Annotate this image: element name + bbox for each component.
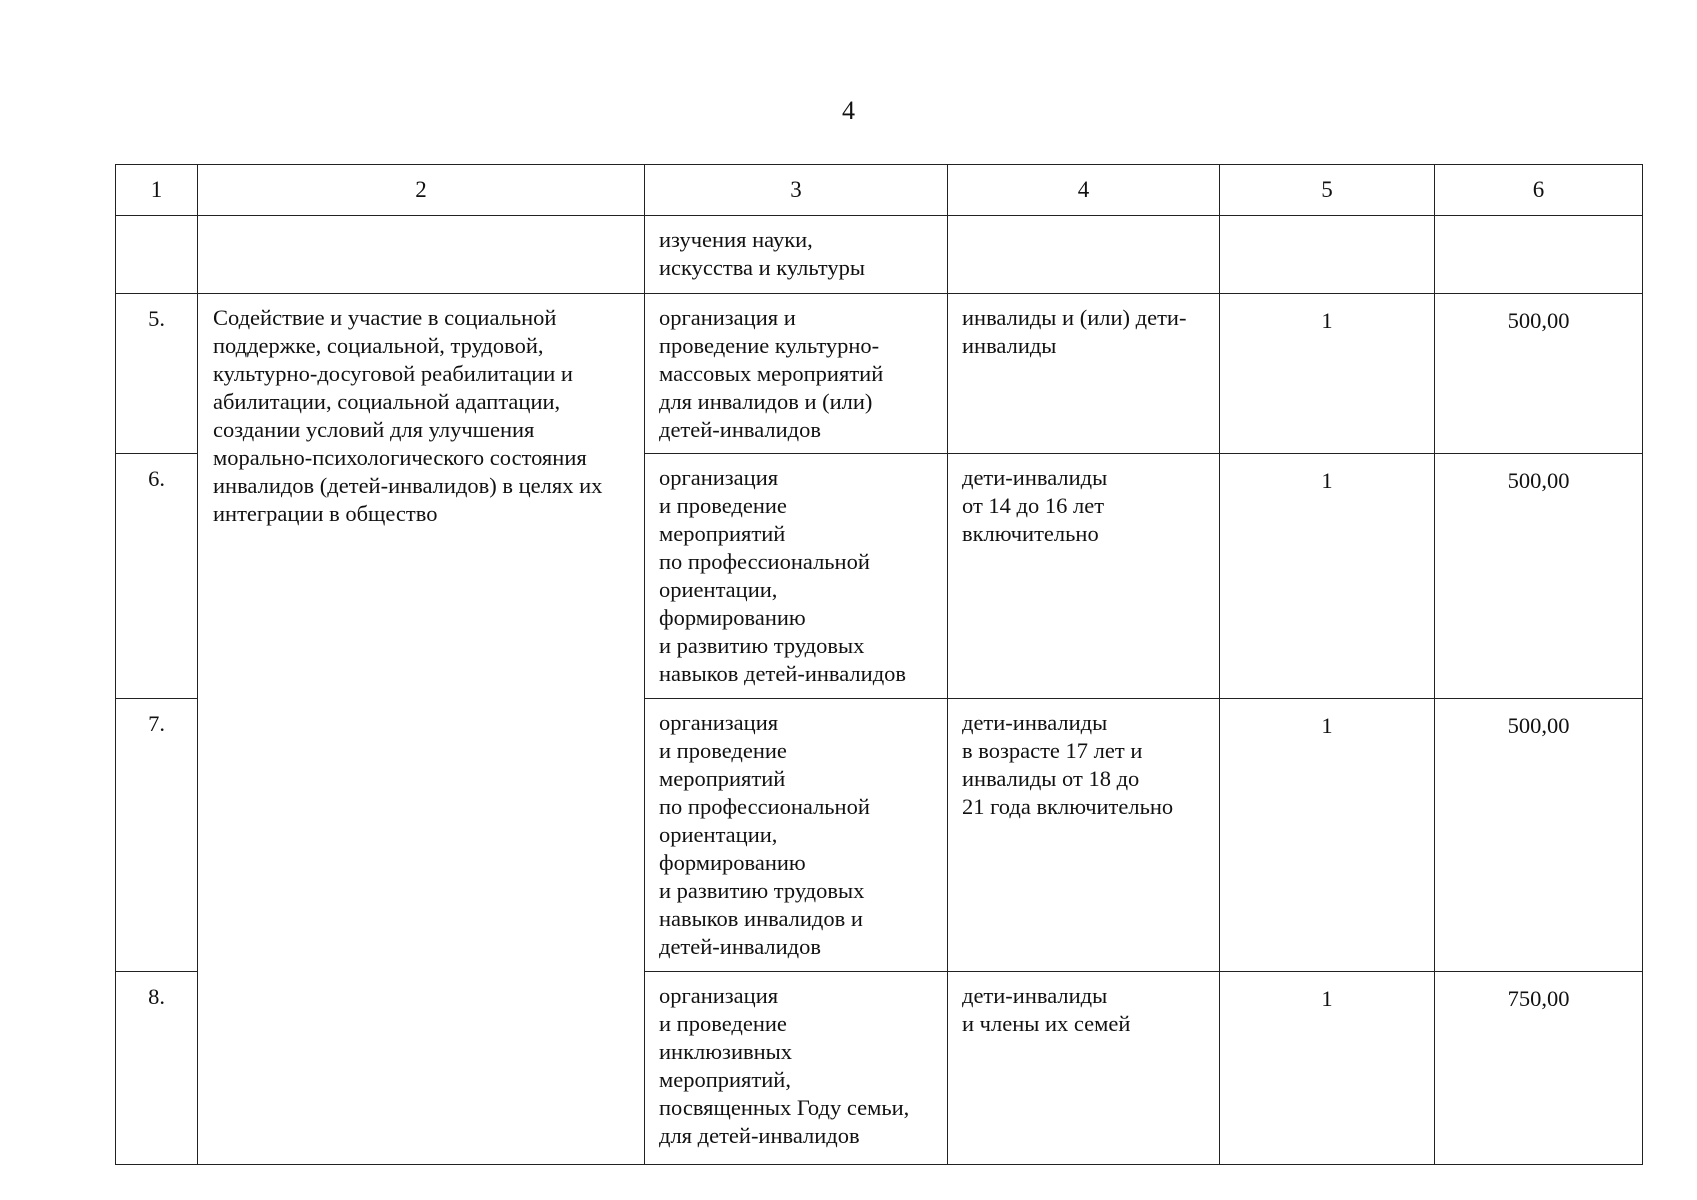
cell-recipients: инвалиды и (или) дети- инвалиды: [948, 294, 1220, 454]
row-number: 7.: [116, 699, 198, 972]
column-header: 1: [116, 165, 198, 216]
cell-recipients: дети-инвалиды от 14 до 16 лет включительно: [948, 454, 1220, 699]
cell-activity: изучения науки, искусства и культуры: [645, 216, 948, 294]
column-header: 5: [1220, 165, 1435, 216]
cell-amount: 500,00: [1435, 454, 1643, 699]
cell-activity: организация и проведение инклюзивных мероприятий, посвященных Году семьи, для детей-инвалидов: [645, 972, 948, 1165]
cell-purpose: [198, 216, 645, 294]
cell-activity: организация и проведение мероприятий по профессиональной ориентации, формированию и развитию трудовых навыков детей-инвалидов: [645, 454, 948, 699]
cell-num: [116, 216, 198, 294]
column-header: 2: [198, 165, 645, 216]
cell-count: 1: [1220, 294, 1435, 454]
table-row-continuation: [116, 216, 1643, 294]
cell-amount: 750,00: [1435, 972, 1643, 1165]
column-header: 4: [948, 165, 1220, 216]
cell-amount: 500,00: [1435, 294, 1643, 454]
cell-recipients: дети-инвалиды и члены их семей: [948, 972, 1220, 1165]
cell-count: 1: [1220, 454, 1435, 699]
cell-amount: 500,00: [1435, 699, 1643, 972]
column-header: 3: [645, 165, 948, 216]
cell-activity: организация и проведение культурно- массовых мероприятий для инвалидов и (или) детей-инвалидов: [645, 294, 948, 454]
row-number: 8.: [116, 972, 198, 1165]
cell-count: [1220, 216, 1435, 294]
row-number: 5.: [116, 294, 198, 454]
measures-table: [115, 164, 1643, 1165]
cell-recipients: дети-инвалиды в возрасте 17 лет и инвалиды от 18 до 21 года включительно: [948, 699, 1220, 972]
table-header-row: [116, 165, 1643, 216]
cell-amount: [1435, 216, 1643, 294]
cell-count: 1: [1220, 699, 1435, 972]
table-row: [116, 294, 1643, 454]
cell-recipients: [948, 216, 1220, 294]
cell-count: 1: [1220, 972, 1435, 1165]
column-header: 6: [1435, 165, 1643, 216]
page-number: 4: [842, 96, 855, 125]
cell-activity: организация и проведение мероприятий по профессиональной ориентации, формированию и развитию трудовых навыков инвалидов и детей-инвалидов: [645, 699, 948, 972]
row-number: 6.: [116, 454, 198, 699]
merged-purpose-cell: Содействие и участие в социальной поддержке, социальной, трудовой, культурно-досуговой реабилитации и абилитации, социальной адаптации, создании условий для улучшения морально-психологического состояния инвалидов (детей-инвалидов) в целях их интеграции в общество: [198, 294, 645, 1165]
